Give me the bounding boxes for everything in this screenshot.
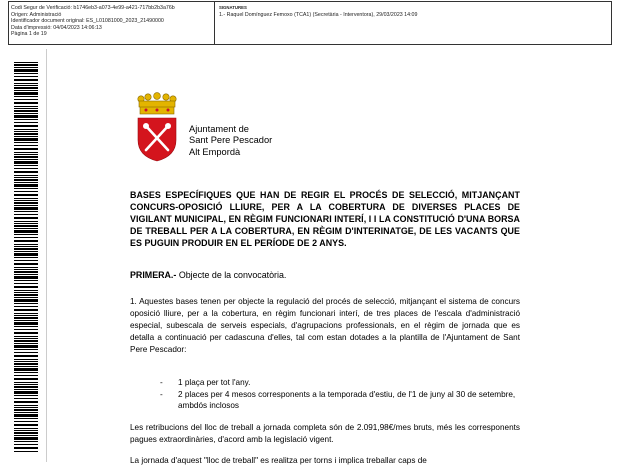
signature-entry: 1.- Raquel Domínguez Femoxo (TCA1) (Secretària - Interventora), 29/03/2023 14:09 (219, 12, 418, 18)
list-item (160, 377, 520, 388)
municipal-crest-icon (134, 92, 180, 162)
bullet-dash: - (160, 378, 163, 387)
council-line-1: Ajuntament de (189, 124, 249, 134)
section-heading (130, 270, 286, 280)
origin-line: Origen: Administració (11, 11, 62, 18)
paragraph-3: La jornada d'aquest "lloc de treball" es realitza per torns i implica treballar caps de (130, 456, 427, 465)
verification-info (11, 5, 175, 38)
council-line-3: Alt Empordà (189, 146, 241, 157)
barcode-icon (14, 62, 38, 452)
paragraph-1: 1. Aquestes bases tenen per objecte la regulació del procés de selecció, mitjançant el sistema de concurs oposició lliure, per a la cobertura, en règim funcionari interí, de tres places de l'escala d'administració especial, subescala de serveis especials, d'agrupacions professionals, en el règim de jornada que es detalla a continuació per cadascuna d'elles, tal com estan dotades a la plantilla de l'Ajuntament de Sant Pere Pescador: (130, 297, 520, 354)
document-id-line: Identificador document original: ES_L01081000_2023_21490000 (11, 18, 164, 25)
header-divider (214, 2, 215, 44)
page-count-line: Pàgina 1 de 19 (11, 31, 47, 38)
section-number: PRIMERA.- (130, 270, 177, 280)
verification-header (8, 1, 612, 45)
document-title: BASES ESPECÍFIQUES QUE HAN DE REGIR EL PROCÉS DE SELECCIÓ, MITJANÇANT CONCURS-OPOSICIÓ LLIURE, PER A LA COBERTURA DE DIVERSES PLACES DE VIGILANT MUNICIPAL, EN RÈGIM FUNCIONARI INTERÍ, I I LA CONSTITUCIÓ D'UNA BORSA DE TREBALL PER A LA COBERTURA, EN RÈGIM D'INTERINATGE, DE LES VACANTS QUE ES PUGUIN PRODUIR EN EL PERÍODE DE 2 ANYS. (130, 190, 520, 248)
list-item-text: 1 plaça per tot l'any. (178, 378, 251, 387)
page-edge (46, 49, 47, 462)
council-name (189, 124, 272, 158)
list-item (160, 389, 520, 411)
signatures-label: SIGNATURES (219, 5, 247, 10)
bullet-dash: - (160, 390, 163, 399)
print-date-line: Data d'impressió: 04/04/2023 14:06:13 (11, 24, 102, 31)
verification-code-line: Codi Segur de Verificació: b1746eb3-a073-4e99-a421-717bb2b3a76b (11, 5, 175, 11)
council-line-2: Sant Pere Pescador (189, 135, 273, 146)
bullet-list (160, 377, 520, 412)
paragraph-2: Les retribucions del lloc de treball a jornada completa són de 2.091,98€/mes bruts, més les corresponents pagues extraordinàries, d'acord amb la legislació vigent. (130, 423, 520, 444)
section-title: Objecte de la convocatòria. (176, 270, 287, 280)
list-item-text: 2 places per 4 mesos corresponents a la temporada d'estiu, de l'1 de juny al 30 de setembre, ambdós inclosos (178, 390, 516, 410)
